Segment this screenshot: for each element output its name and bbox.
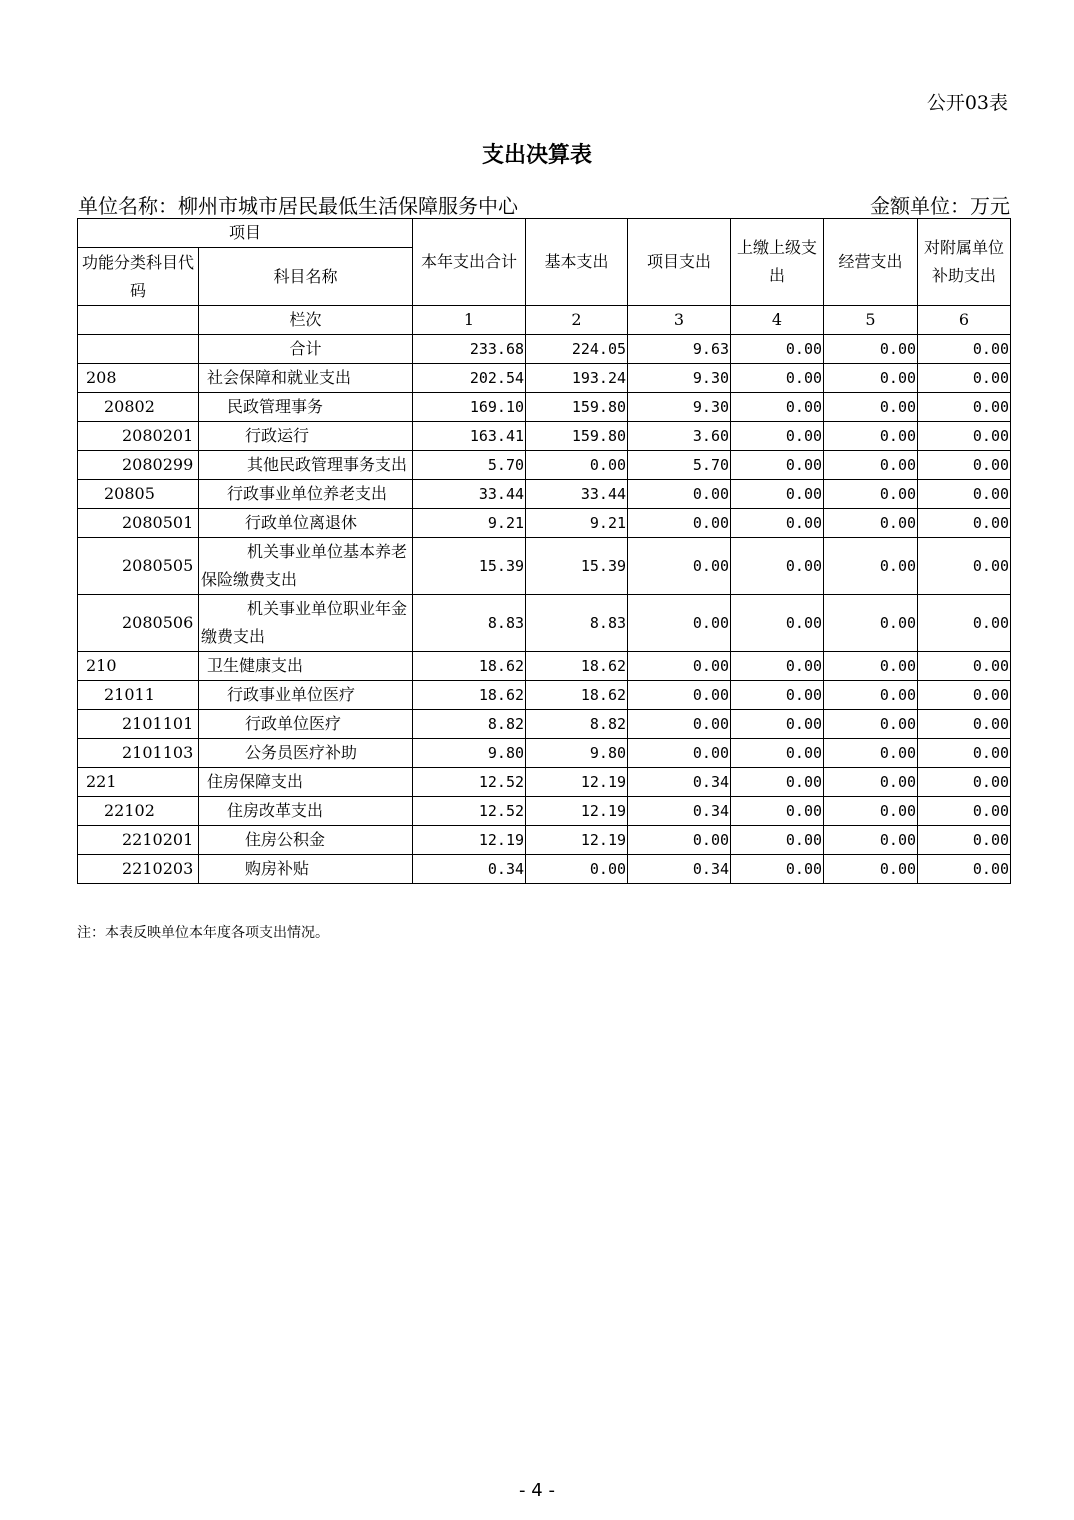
subject-name: 住房公积金 — [199, 826, 413, 855]
total-value: 0.00 — [918, 335, 1011, 364]
amount-cell: 0.00 — [824, 364, 918, 393]
amount-cell: 0.00 — [731, 797, 824, 826]
amount-cell: 18.62 — [413, 681, 526, 710]
amount-cell: 0.00 — [918, 538, 1011, 595]
table-row — [78, 595, 1011, 652]
amount-cell: 193.24 — [526, 364, 628, 393]
table-row — [78, 652, 1011, 681]
table-row — [78, 855, 1011, 884]
amount-cell: 9.30 — [628, 364, 731, 393]
amount-cell: 0.34 — [628, 855, 731, 884]
page-title: 支出决算表 — [481, 143, 592, 168]
amount-cell: 0.00 — [628, 710, 731, 739]
amount-cell: 15.39 — [526, 538, 628, 595]
amount-cell: 0.00 — [731, 422, 824, 451]
amount-cell: 18.62 — [526, 681, 628, 710]
column-number: 2 — [526, 306, 628, 335]
column-number: 6 — [918, 306, 1011, 335]
amount-cell: 0.00 — [824, 710, 918, 739]
function-code: 2080505 — [78, 538, 199, 595]
amount-cell: 0.34 — [413, 855, 526, 884]
amount-cell: 0.00 — [824, 538, 918, 595]
total-value: 9.63 — [628, 335, 731, 364]
total-row — [78, 335, 1011, 364]
unit-name: 单位名称：柳州市城市居民最低生活保障服务中心 — [78, 194, 518, 218]
amount-cell: 0.00 — [628, 538, 731, 595]
function-code: 2080506 — [78, 595, 199, 652]
function-code: 2210203 — [78, 855, 199, 884]
amount-cell: 0.00 — [628, 595, 731, 652]
amount-cell: 0.00 — [628, 739, 731, 768]
amount-cell: 0.00 — [824, 480, 918, 509]
total-label: 合计 — [199, 335, 413, 364]
amount-cell: 0.00 — [526, 451, 628, 480]
table-row — [78, 480, 1011, 509]
amount-cell: 0.00 — [824, 652, 918, 681]
total-value: 0.00 — [731, 335, 824, 364]
amount-cell: 9.80 — [526, 739, 628, 768]
amount-cell: 0.00 — [628, 681, 731, 710]
amount-cell: 0.00 — [628, 509, 731, 538]
subject-name: 行政单位医疗 — [199, 710, 413, 739]
amount-cell: 0.00 — [628, 652, 731, 681]
amount-cell: 12.52 — [413, 768, 526, 797]
amount-cell: 0.00 — [731, 509, 824, 538]
amount-cell: 0.00 — [918, 855, 1011, 884]
header-row-1 — [78, 219, 1011, 248]
subject-name: 购房补贴 — [199, 855, 413, 884]
function-code: 2101101 — [78, 710, 199, 739]
subject-name: 公务员医疗补助 — [199, 739, 413, 768]
amount-cell: 9.21 — [526, 509, 628, 538]
function-code: 20805 — [78, 480, 199, 509]
amount-cell: 5.70 — [413, 451, 526, 480]
column-number-row — [78, 306, 1011, 335]
table-row — [78, 451, 1011, 480]
amount-cell: 0.00 — [918, 422, 1011, 451]
amount-cell: 15.39 — [413, 538, 526, 595]
total-value: 233.68 — [413, 335, 526, 364]
amount-cell: 0.00 — [918, 480, 1011, 509]
amount-cell: 0.00 — [918, 595, 1011, 652]
amount-cell: 0.00 — [526, 855, 628, 884]
amount-cell: 0.00 — [918, 509, 1011, 538]
table-row — [78, 509, 1011, 538]
amount-cell: 0.00 — [731, 451, 824, 480]
subject-name: 住房改革支出 — [199, 797, 413, 826]
amount-cell: 5.70 — [628, 451, 731, 480]
amount-cell: 0.00 — [731, 681, 824, 710]
table-row — [78, 768, 1011, 797]
amount-cell: 0.00 — [918, 393, 1011, 422]
amount-cell: 0.00 — [731, 538, 824, 595]
table-row — [78, 422, 1011, 451]
table-row — [78, 739, 1011, 768]
amount-cell: 163.41 — [413, 422, 526, 451]
table-row — [78, 681, 1011, 710]
subject-name: 行政单位离退休 — [199, 509, 413, 538]
amount-cell: 0.00 — [918, 710, 1011, 739]
amount-cell: 9.30 — [628, 393, 731, 422]
amount-cell: 12.19 — [526, 797, 628, 826]
amount-cell: 0.00 — [824, 739, 918, 768]
column-number: 5 — [824, 306, 918, 335]
amount-cell: 0.00 — [731, 739, 824, 768]
form-number: 公开03表 — [926, 92, 1008, 114]
subject-name: 住房保障支出 — [199, 768, 413, 797]
amount-cell: 0.00 — [918, 768, 1011, 797]
function-code: 20802 — [78, 393, 199, 422]
table-row — [78, 797, 1011, 826]
header-col-total: 本年支出合计 — [413, 219, 526, 306]
page-number: - 4 - — [519, 1480, 555, 1501]
header-col-remit: 上缴上级支出 — [731, 219, 824, 306]
total-value: 224.05 — [526, 335, 628, 364]
amount-cell: 0.00 — [824, 768, 918, 797]
amount-cell: 8.83 — [413, 595, 526, 652]
amount-cell: 159.80 — [526, 422, 628, 451]
header-col-subsidy: 对附属单位补助支出 — [918, 219, 1011, 306]
amount-cell: 0.00 — [918, 451, 1011, 480]
amount-cell: 0.00 — [731, 652, 824, 681]
amount-cell: 0.00 — [731, 855, 824, 884]
amount-cell: 0.00 — [918, 826, 1011, 855]
amount-cell: 0.00 — [918, 797, 1011, 826]
amount-cell: 8.82 — [526, 710, 628, 739]
subject-name: 行政事业单位医疗 — [199, 681, 413, 710]
amount-cell: 0.00 — [824, 595, 918, 652]
amount-cell: 0.34 — [628, 797, 731, 826]
amount-cell: 159.80 — [526, 393, 628, 422]
function-code: 2210201 — [78, 826, 199, 855]
header-func-code: 功能分类科目代码 — [78, 248, 199, 306]
amount-cell: 12.19 — [526, 826, 628, 855]
column-number: 4 — [731, 306, 824, 335]
amount-cell: 0.00 — [731, 768, 824, 797]
amount-cell: 0.00 — [824, 393, 918, 422]
function-code: 2080501 — [78, 509, 199, 538]
footnote: 注：本表反映单位本年度各项支出情况。 — [77, 925, 329, 941]
table-row — [78, 364, 1011, 393]
amount-cell: 9.21 — [413, 509, 526, 538]
amount-cell: 8.82 — [413, 710, 526, 739]
subject-name: 社会保障和就业支出 — [199, 364, 413, 393]
column-number: 3 — [628, 306, 731, 335]
function-code: 21011 — [78, 681, 199, 710]
subject-name: 民政管理事务 — [199, 393, 413, 422]
column-number-blank — [78, 306, 199, 335]
table-row — [78, 710, 1011, 739]
amount-cell: 18.62 — [526, 652, 628, 681]
amount-cell: 0.00 — [628, 480, 731, 509]
amount-cell: 0.00 — [731, 710, 824, 739]
amount-cell: 0.00 — [731, 595, 824, 652]
table-row — [78, 538, 1011, 595]
header-project: 项目 — [78, 219, 413, 248]
expenditure-table — [77, 218, 1011, 884]
amount-cell: 0.00 — [824, 451, 918, 480]
amount-cell: 9.80 — [413, 739, 526, 768]
amount-cell: 0.00 — [824, 681, 918, 710]
function-code: 22102 — [78, 797, 199, 826]
amount-cell: 18.62 — [413, 652, 526, 681]
function-code: 208 — [78, 364, 199, 393]
function-code: 2080299 — [78, 451, 199, 480]
function-code: 221 — [78, 768, 199, 797]
amount-cell: 0.34 — [628, 768, 731, 797]
amount-cell: 33.44 — [413, 480, 526, 509]
amount-cell: 0.00 — [628, 826, 731, 855]
amount-cell: 8.83 — [526, 595, 628, 652]
header-col-project: 项目支出 — [628, 219, 731, 306]
amount-cell: 3.60 — [628, 422, 731, 451]
amount-cell: 0.00 — [824, 826, 918, 855]
column-number: 1 — [413, 306, 526, 335]
amount-cell: 0.00 — [918, 681, 1011, 710]
amount-unit: 金额单位：万元 — [870, 194, 1010, 218]
amount-cell: 0.00 — [824, 855, 918, 884]
subject-name: 机关事业单位基本养老保险缴费支出 — [199, 538, 413, 595]
subject-name: 行政运行 — [199, 422, 413, 451]
amount-cell: 0.00 — [824, 797, 918, 826]
amount-cell: 33.44 — [526, 480, 628, 509]
header-subject-name: 科目名称 — [199, 248, 413, 306]
subject-name: 行政事业单位养老支出 — [199, 480, 413, 509]
table-row — [78, 393, 1011, 422]
header-col-business: 经营支出 — [824, 219, 918, 306]
amount-cell: 0.00 — [918, 652, 1011, 681]
header-col-basic: 基本支出 — [526, 219, 628, 306]
subject-name: 机关事业单位职业年金缴费支出 — [199, 595, 413, 652]
amount-cell: 0.00 — [824, 509, 918, 538]
total-code-blank — [78, 335, 199, 364]
amount-cell: 12.52 — [413, 797, 526, 826]
table-row — [78, 826, 1011, 855]
amount-cell: 0.00 — [918, 364, 1011, 393]
amount-cell: 0.00 — [824, 422, 918, 451]
amount-cell: 169.10 — [413, 393, 526, 422]
column-number-label: 栏次 — [199, 306, 413, 335]
amount-cell: 0.00 — [731, 393, 824, 422]
amount-cell: 0.00 — [731, 826, 824, 855]
subject-name: 其他民政管理事务支出 — [199, 451, 413, 480]
function-code: 2101103 — [78, 739, 199, 768]
amount-cell: 0.00 — [731, 364, 824, 393]
total-value: 0.00 — [824, 335, 918, 364]
subject-name: 卫生健康支出 — [199, 652, 413, 681]
function-code: 2080201 — [78, 422, 199, 451]
amount-cell: 202.54 — [413, 364, 526, 393]
amount-cell: 0.00 — [918, 739, 1011, 768]
amount-cell: 12.19 — [526, 768, 628, 797]
amount-cell: 0.00 — [731, 480, 824, 509]
amount-cell: 12.19 — [413, 826, 526, 855]
function-code: 210 — [78, 652, 199, 681]
